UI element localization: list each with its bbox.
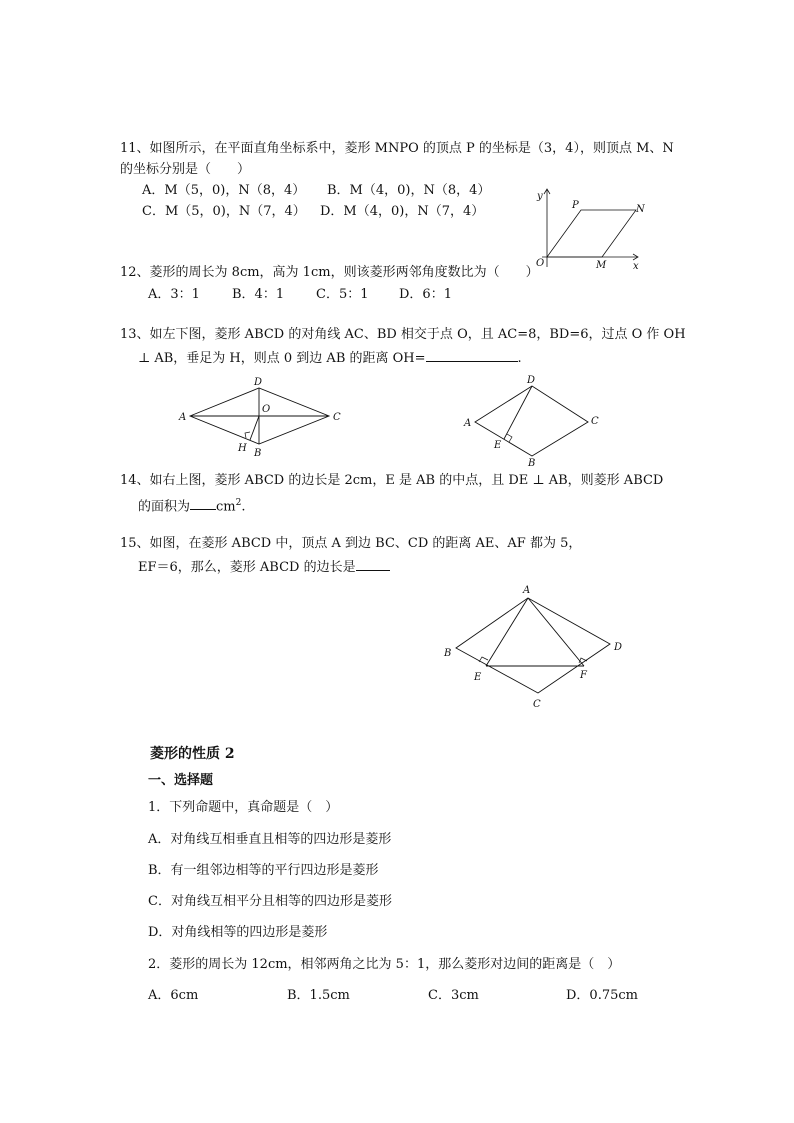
q15-stem-line2 xyxy=(138,557,390,577)
q12-option-b: B．4：1 xyxy=(232,287,285,302)
label-d: D xyxy=(614,642,623,653)
p1-option-a: A．对角线互相垂直且相等的四边形是菱形 xyxy=(148,832,392,847)
label-c: C xyxy=(533,699,541,710)
p2-option-b: B．1.5cm xyxy=(287,988,350,1003)
right-angle-mark-e xyxy=(507,434,512,442)
q15-figure xyxy=(440,580,630,715)
rhombus-abcd-right xyxy=(475,386,588,456)
q13-right-figure xyxy=(458,372,608,472)
q14-stem-text: 的面积为 xyxy=(138,499,191,515)
label-e: E xyxy=(474,672,482,683)
q15-stem-line1: 15、如图，在菱形 ABCD 中，顶点 A 到边 BC、CD 的距离 AE、AF 都为 5， xyxy=(120,536,582,551)
q12-option-c: C．5：1 xyxy=(316,287,369,302)
label-y: y xyxy=(537,191,543,202)
q14-unit: cm xyxy=(216,499,236,515)
p1-option-d: D．对角线相等的四边形是菱形 xyxy=(148,925,328,940)
segment-ae xyxy=(486,598,528,666)
q14-period: . xyxy=(241,499,246,515)
q13-stem-text: ⊥ AB，垂足为 H，则点 0 到边 AB 的距离 OH= xyxy=(138,351,426,366)
q12-option-d: D．6：1 xyxy=(399,287,452,302)
q12-stem: 12、菱形的周长为 8cm，高为 1cm，则该菱形两邻角度数比为（ ） xyxy=(120,265,539,280)
q13-answer-blank[interactable] xyxy=(426,348,518,362)
label-o: O xyxy=(536,258,545,269)
label-c: C xyxy=(333,412,341,423)
label-e: E xyxy=(494,440,502,451)
p1-option-b: B．有一组邻边相等的平行四边形是菱形 xyxy=(148,863,379,878)
label-m: M xyxy=(596,260,607,271)
segment-af xyxy=(528,598,584,666)
p2-option-a: A．6cm xyxy=(148,988,199,1003)
q11-option-c: C．M（5，0)，N（7，4） xyxy=(142,204,306,219)
rhombus-mnpo xyxy=(547,210,636,257)
label-a: A xyxy=(179,412,187,423)
q11-figure xyxy=(530,185,650,275)
right-angle-mark-h xyxy=(245,432,250,438)
q14-answer-blank[interactable] xyxy=(190,496,216,510)
q12-option-a: A．3：1 xyxy=(148,287,200,302)
label-b: B xyxy=(528,458,536,469)
segment-oh xyxy=(250,416,259,440)
label-o: O xyxy=(262,404,271,415)
label-n: N xyxy=(636,204,645,215)
label-x: x xyxy=(633,261,639,272)
label-p: P xyxy=(572,200,579,211)
p2-option-d: D．0.75cm xyxy=(566,988,638,1003)
p1-option-c: C．对角线互相平分且相等的四边形是菱形 xyxy=(148,894,392,909)
p1-stem: 1．下列命题中，真命题是（ ） xyxy=(148,800,339,815)
q14-unit-exponent: 2 xyxy=(235,498,242,508)
q15-answer-blank[interactable] xyxy=(356,557,390,571)
q11-stem-line2: 的坐标分别是（ ） xyxy=(120,162,251,177)
label-d: D xyxy=(527,375,536,386)
label-a: A xyxy=(464,418,472,429)
q11-stem-line1: 11、如图所示，在平面直角坐标系中，菱形 MNPO 的顶点 P 的坐标是（3，4），则顶点 M、N xyxy=(120,141,674,156)
q14-stem-line2 xyxy=(138,494,246,516)
section-title: 菱形的性质 2 xyxy=(150,746,235,762)
label-f: F xyxy=(580,670,587,681)
q15-stem-text: EF＝6，那么，菱形 ABCD 的边长是 xyxy=(138,560,356,575)
q13-left-figure xyxy=(178,374,348,462)
label-h: H xyxy=(238,443,247,454)
label-b: B xyxy=(444,648,452,659)
label-a: A xyxy=(523,585,531,596)
q11-option-a: A．M（5，0)，N（8，4） xyxy=(142,183,306,198)
p2-option-c: C．3cm xyxy=(428,988,479,1003)
label-d: D xyxy=(254,377,263,388)
q13-period: . xyxy=(517,351,522,366)
q11-option-b: B．M（4，0)，N（8，4） xyxy=(327,183,491,198)
q13-stem-line1: 13、如左下图，菱形 ABCD 的对角线 AC、BD 相交于点 O，且 AC=8，BD=6，过点 O 作 OH xyxy=(120,327,686,342)
section-subtitle: 一、选择题 xyxy=(148,773,214,788)
q11-option-d: D．M（4，0)，N（7，4） xyxy=(320,204,485,219)
p2-stem: 2．菱形的周长为 12cm，相邻两角之比为 5：1，那么菱形对边间的距离是（ ） xyxy=(148,957,621,972)
label-c: C xyxy=(591,416,599,427)
q14-stem-line1: 14、如右上图，菱形 ABCD 的边长是 2cm，E 是 AB 的中点，且 DE ⊥ AB，则菱形 ABCD xyxy=(120,473,664,488)
label-b: B xyxy=(254,448,262,459)
segment-de xyxy=(504,386,532,439)
q13-stem-line2 xyxy=(138,348,522,368)
